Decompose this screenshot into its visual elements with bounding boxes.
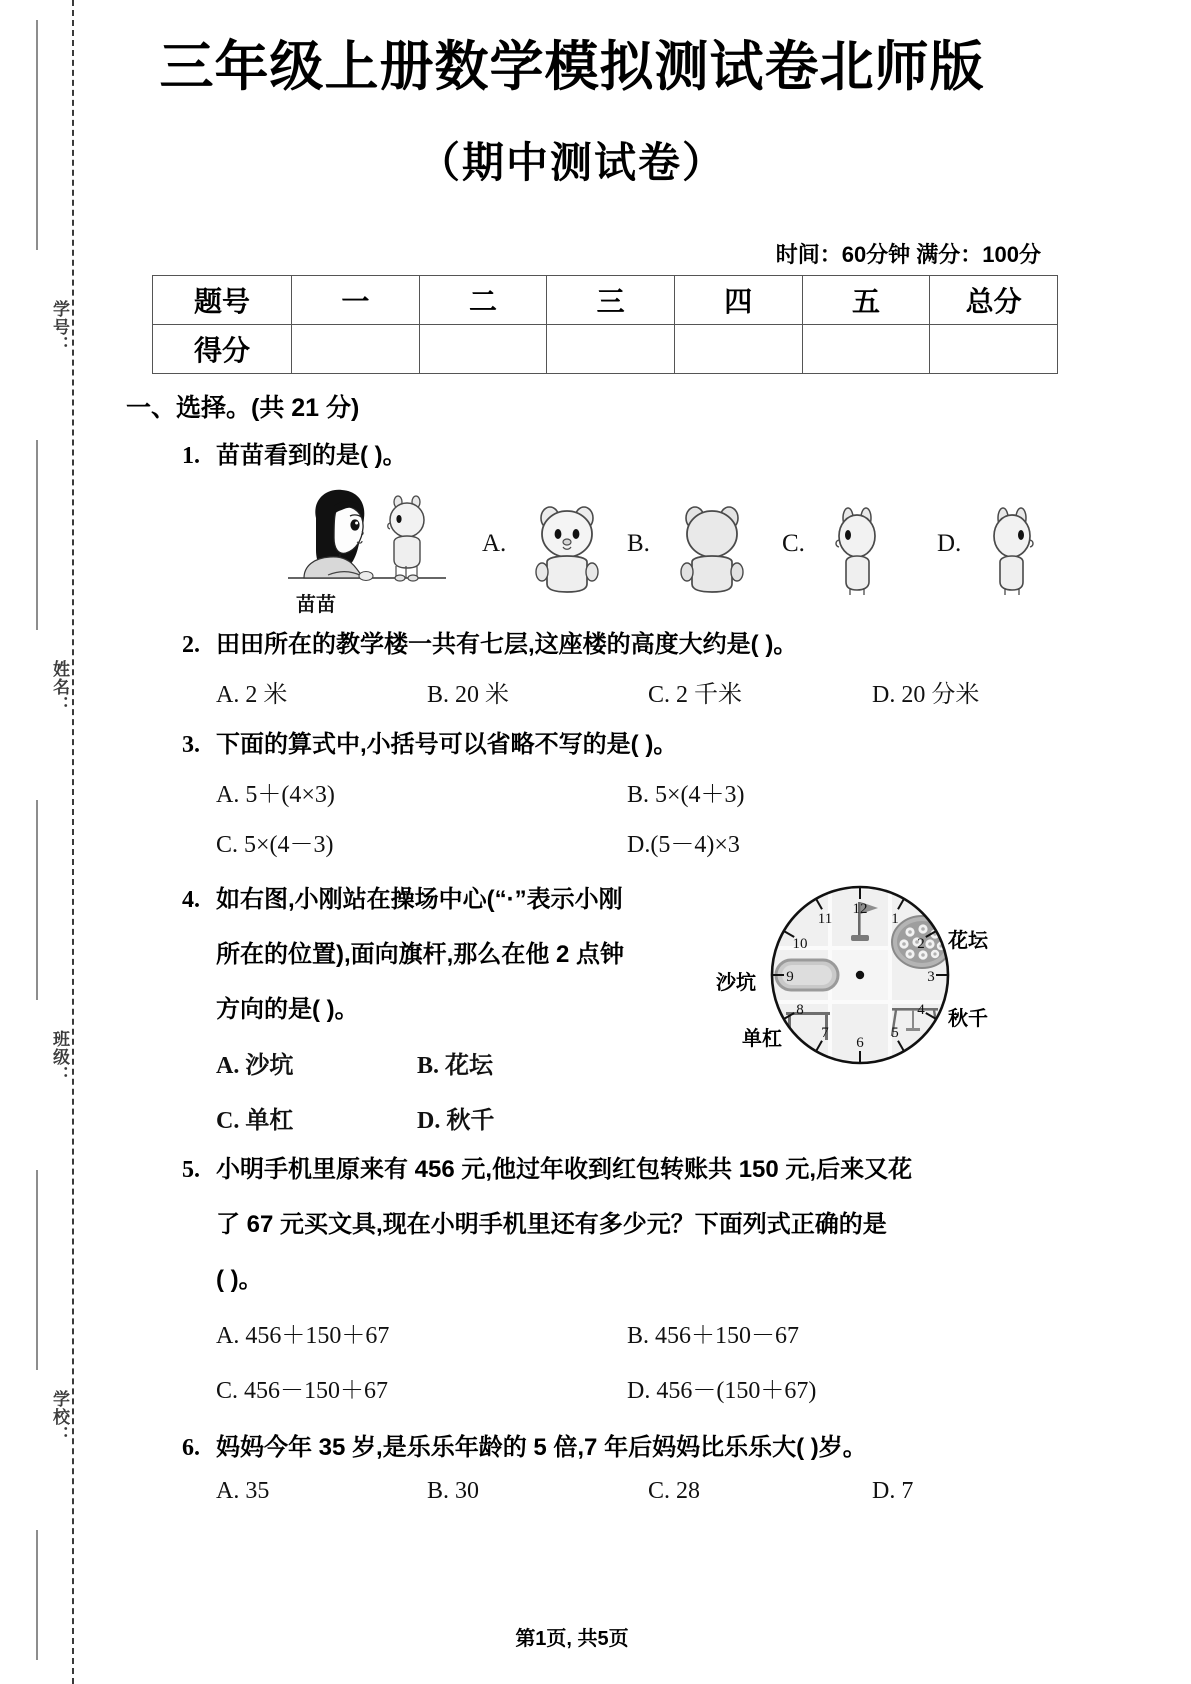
question-5-option-c[interactable]: C. 456－150＋67 — [216, 1378, 389, 1404]
question-4-stem-line1: 如右图,小刚站在操场中心(“·”表示小刚 — [216, 886, 623, 913]
question-5-options-row1 — [216, 1315, 799, 1350]
margin-label-school: 学校： — [50, 1390, 69, 1444]
question-6-options — [216, 1478, 913, 1505]
question-5-options-row2 — [216, 1370, 816, 1405]
page-footer: 第1页, 共5页 — [515, 1628, 629, 1650]
score-table-col-0: 一 — [292, 276, 420, 325]
margin-label-class: 班级： — [50, 1030, 69, 1084]
question-3 — [182, 725, 677, 765]
question-6-stem: 妈妈今年 35 岁,是乐乐年龄的 5 倍,7 年后妈妈比乐乐大( )岁。 — [216, 1434, 867, 1461]
question-3-stem: 下面的算式中,小括号可以省略不写的是( )。 — [216, 731, 678, 758]
question-1-figure — [282, 478, 1102, 616]
score-table-row-label-1: 得分 — [153, 325, 292, 374]
question-3-number: 3. — [182, 732, 200, 758]
margin-label-student-id: 学号： — [50, 300, 69, 354]
clock-number-10: 10 — [792, 936, 808, 952]
question-5-stem-line2: 了 67 元买文具,现在小明手机里还有多少元？下面列式正确的是 — [216, 1211, 887, 1238]
diagram-label-swing: 秋千 — [948, 1008, 988, 1030]
score-cell-2[interactable] — [547, 325, 675, 374]
clock-number-6: 6 — [856, 1035, 864, 1051]
question-1-choice-letter-b[interactable]: B. — [627, 530, 650, 557]
question-6-option-d[interactable]: D. 7 — [872, 1478, 914, 1504]
question-3-option-d[interactable]: D.(5－4)×3 — [627, 832, 740, 858]
table-row-scores — [153, 325, 1058, 374]
question-5-line3-wrap — [182, 1260, 263, 1300]
clock-number-11: 11 — [817, 911, 833, 927]
question-2 — [182, 625, 797, 665]
score-table-col-1: 二 — [419, 276, 547, 325]
diagram-label-sand-pit: 沙坑 — [716, 972, 756, 994]
question-2-option-d[interactable]: D. 20 分米 — [872, 682, 980, 708]
page-title: 三年级上册数学模拟测试卷北师版 — [159, 37, 985, 97]
question-6 — [182, 1428, 867, 1468]
bear-back-view-icon[interactable] — [667, 502, 757, 598]
question-3-options-row1 — [216, 774, 745, 809]
question-5-option-a[interactable]: A. 456＋150＋67 — [216, 1323, 390, 1349]
clock-number-4: 4 — [917, 1002, 925, 1018]
question-1-number: 1. — [182, 443, 200, 469]
question-4-option-c[interactable]: C. 单杠 — [216, 1108, 294, 1134]
question-4-stem-line3: 方向的是( )。 — [216, 996, 359, 1023]
clock-number-1: 1 — [891, 911, 899, 927]
clock-number-9: 9 — [786, 969, 794, 985]
question-4-option-a[interactable]: A. 沙坑 — [216, 1053, 294, 1079]
question-6-number: 6. — [182, 1435, 200, 1461]
clock-number-7: 7 — [821, 1025, 829, 1041]
question-5-stem-line1: 小明手机里原来有 456 元,他过年收到红包转账共 150 元,后来又花 — [216, 1156, 913, 1183]
margin-rule-3 — [36, 800, 38, 1000]
diagram-label-flower-bed: 花坛 — [948, 930, 988, 952]
question-5-option-d[interactable]: D. 456－(150＋67) — [627, 1378, 817, 1404]
question-1-figure-label: 苗苗 — [296, 594, 336, 616]
question-2-option-c[interactable]: C. 2 千米 — [648, 682, 743, 708]
clock-number-12: 12 — [852, 901, 868, 917]
question-3-option-a[interactable]: A. 5＋(4×3) — [216, 782, 335, 808]
question-2-option-a[interactable]: A. 2 米 — [216, 682, 288, 708]
question-2-stem: 田田所在的教学楼一共有七层,这座楼的高度大约是( )。 — [216, 631, 798, 658]
score-table-col-2: 三 — [547, 276, 675, 325]
question-4-options-row2 — [216, 1100, 494, 1135]
question-1-choice-letter-d[interactable]: D. — [937, 530, 962, 557]
question-1-choice-letter-c[interactable]: C. — [782, 530, 805, 557]
clock-number-5: 5 — [891, 1025, 899, 1041]
question-2-options — [216, 674, 979, 709]
score-cell-3[interactable] — [674, 325, 802, 374]
clock-number-3: 3 — [927, 969, 935, 985]
question-6-option-c[interactable]: C. 28 — [648, 1478, 701, 1504]
exam-meta-info: 时间：60分钟 满分：100分 — [775, 242, 1041, 267]
score-table-row-label-0: 题号 — [153, 276, 292, 325]
margin-rule-2 — [36, 440, 38, 630]
score-table-col-3: 四 — [674, 276, 802, 325]
question-4-line2-wrap — [182, 935, 624, 975]
bear-right-profile-icon[interactable] — [977, 502, 1047, 598]
question-2-number: 2. — [182, 632, 200, 658]
question-3-options-row2 — [216, 824, 740, 859]
margin-label-name: 姓名： — [50, 660, 69, 714]
girl-watching-bear-illustration — [282, 478, 452, 598]
question-4-option-d[interactable]: D. 秋千 — [417, 1108, 495, 1134]
score-cell-4[interactable] — [802, 325, 930, 374]
question-5-number: 5. — [182, 1157, 200, 1183]
question-2-option-b[interactable]: B. 20 米 — [427, 682, 510, 708]
question-6-option-b[interactable]: B. 30 — [427, 1478, 480, 1504]
question-5 — [182, 1150, 912, 1190]
diagram-label-horizontal-bar: 单杠 — [742, 1028, 782, 1050]
center-dot — [856, 971, 864, 979]
question-5-stem-line3: ( )。 — [216, 1266, 263, 1293]
exam-page — [72, 0, 1191, 1684]
score-cell-0[interactable] — [292, 325, 420, 374]
question-3-option-c[interactable]: C. 5×(4－3) — [216, 832, 334, 858]
score-table — [152, 275, 1058, 374]
question-4-option-b[interactable]: B. 花坛 — [417, 1053, 494, 1079]
question-4 — [182, 880, 623, 920]
question-3-option-b[interactable]: B. 5×(4＋3) — [627, 782, 745, 808]
clock-number-8: 8 — [796, 1002, 804, 1018]
question-4-options-row1 — [216, 1045, 493, 1080]
question-4-number: 4. — [182, 887, 200, 913]
bear-left-profile-icon[interactable] — [822, 502, 892, 598]
table-row-question-numbers — [153, 276, 1058, 325]
question-1-choice-letter-a[interactable]: A. — [482, 530, 507, 557]
question-5-line2-wrap — [182, 1205, 887, 1245]
score-table-col-4: 五 — [802, 276, 930, 325]
page-subtitle: （期中测试卷） — [417, 139, 726, 186]
margin-rule-5 — [36, 1530, 38, 1660]
binding-margin — [0, 0, 72, 1684]
margin-rule-4 — [36, 1170, 38, 1370]
bear-front-view-icon[interactable] — [522, 502, 612, 598]
score-table-col-5: 总分 — [930, 276, 1058, 325]
clock-number-2: 2 — [917, 936, 925, 952]
question-6-option-a[interactable]: A. 35 — [216, 1478, 270, 1504]
question-4-playground-diagram — [716, 880, 992, 1070]
question-4-line3-wrap — [182, 990, 359, 1030]
score-cell-1[interactable] — [419, 325, 547, 374]
question-1 — [182, 436, 407, 476]
question-4-stem-line2: 所在的位置),面向旗杆,那么在他 2 点钟 — [216, 941, 625, 968]
margin-rule-1 — [36, 20, 38, 250]
score-cell-5[interactable] — [930, 325, 1058, 374]
section-heading-choice: 一、选择。(共 21 分) — [126, 394, 360, 422]
question-5-option-b[interactable]: B. 456＋150－67 — [627, 1323, 800, 1349]
question-1-stem: 苗苗看到的是( )。 — [216, 442, 407, 469]
